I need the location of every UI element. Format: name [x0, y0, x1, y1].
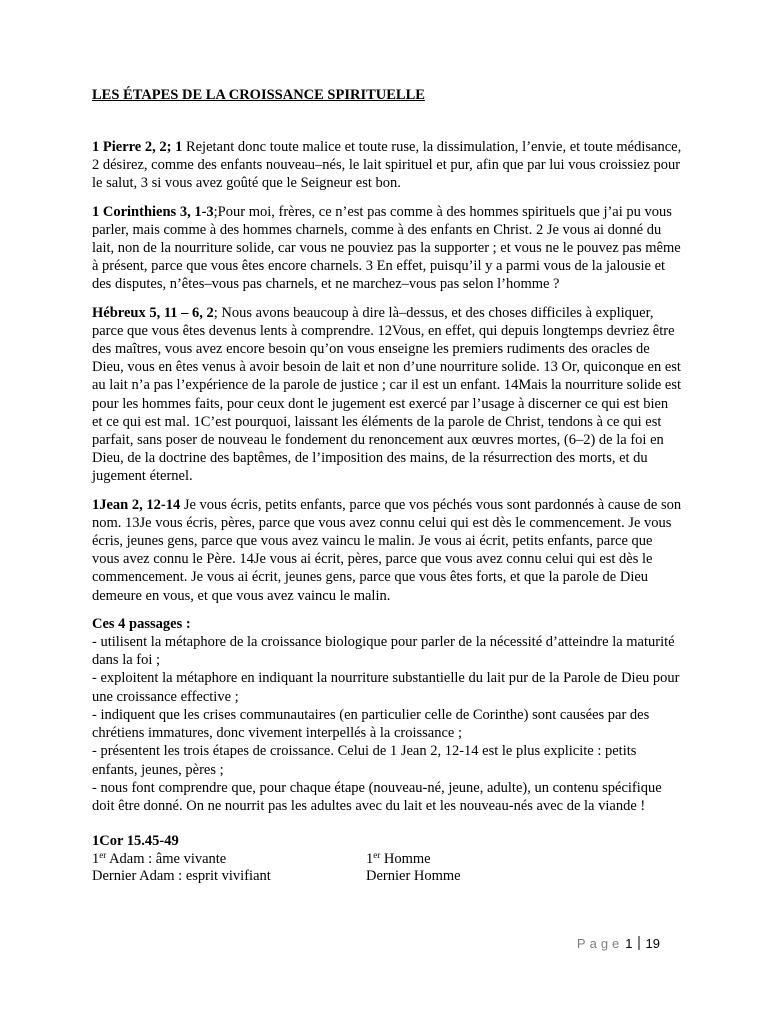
- page-label: Page: [576, 936, 624, 951]
- last-adam-cell: Dernier Adam : esprit vivifiant: [92, 868, 271, 885]
- passage-reference: 1 Pierre 2, 2; 1: [92, 139, 183, 155]
- first-adam-cell: [92, 851, 366, 869]
- ordinal-number: 1: [366, 850, 374, 867]
- document-title: LES ÉTAPES DE LA CROISSANCE SPIRITUELLE: [92, 87, 425, 103]
- ordinal-suffix: er: [373, 849, 381, 860]
- passage-reference: Hébreux 5, 11 – 6, 2: [92, 304, 214, 321]
- cor-section: [92, 833, 682, 886]
- passage-text: ; Nous avons beaucoup à dire là–dessus, et des choses difficiles à expliquer, parce que vous êtes devenus lents à comprendre. 12Vous, en effet, qui depuis longtemps devriez être des maîtres, vous avez encore besoin qu’on vous enseigne les premiers rudiments des oracles de Dieu, vous en êtes venus à avoir besoin de lait et non d’une nourriture solide. 13 Or, quiconque en est au lait n’a pas l’expérience de la parole de justice ; car il est un enfant. 14Mais la nourriture solide est pour les hommes faits, pour ceux dont le jugement est exercé par l’usage à discerner ce qui est bien et ce qui est mal. 1C’est pourquoi, laissant les éléments de la parole de Christ, tendons à ce qui est parfait, sans poser de nouveau le fondement du renoncement aux œuvres mortes, (6–2) de la foi en Dieu, de la doctrine des baptêmes, de l’imposition des mains, de la résurrection des morts, et du jugement éternel.: [92, 304, 682, 485]
- cor-row-last: [92, 868, 682, 886]
- cor-title: 1Cor 15.45-49: [92, 833, 179, 850]
- passage-reference: 1 Corinthiens 3, 1-3: [92, 203, 214, 220]
- passage-1-pierre: [92, 138, 682, 193]
- first-man-text: Homme: [380, 850, 431, 867]
- cor-row-first: [92, 851, 682, 869]
- summary-item: - indiquent que les crises communautaires (en particulier celle de Corinthe) sont causées par des chrétiens immatures, donc vivement interpellés à la croissance ;: [92, 706, 650, 742]
- page-number: 1: [625, 936, 633, 951]
- summary-section: [92, 615, 682, 815]
- summary-heading: Ces 4 passages :: [92, 615, 191, 632]
- document-page: [92, 86, 682, 886]
- passage-text: Je vous écris, petits enfants, parce que vos péchés vous sont pardonnés à cause de son nom. 13Je vous écris, pères, parce que vous avez connu celui qui est dès le commencement. Je vous écris, jeunes gens, parce que vous avez vaincu le malin. Je vous ai écrit, petits enfants, parce que vous avez connu le Père. 14Je vous ai écrit, pères, parce que vous avez connu celui qui est dès le commencement. Je vous ai écrit, jeunes gens, parce que vous êtes forts, et que la parole de Dieu demeure en vous, et que vous avez vaincu le malin.: [92, 496, 682, 604]
- summary-item: - présentent les trois étapes de croissance. Celui de 1 Jean 2, 12-14 est le plus explicite : petits enfants, jeunes, pères ;: [92, 743, 637, 778]
- passage-text: ;Pour moi, frères, ce n’est pas comme à des hommes spirituels que j’ai pu vous parler, mais comme à des hommes charnels, comme à des enfants en Christ. 2 Je vous ai donné du lait, non de la nourriture solide, car vous ne pouviez pas la supporter ; et vous ne le pouvez pas même à présent, parce que vous êtes encore charnels. 3 En effet, puisqu’il y a parmi vous de la jalousie et des disputes, n’êtes–vous pas charnels, et ne marchez–vous pas selon l’homme ?: [92, 203, 681, 293]
- page-footer: [577, 936, 660, 951]
- page-separator: [638, 936, 640, 950]
- summary-item: - exploitent la métaphore en indiquant la nourriture substantielle du lait pur de la Parole de Dieu pour une croissance effective ;: [92, 670, 680, 705]
- total-pages: 19: [645, 936, 660, 951]
- last-man-cell: Dernier Homme: [366, 868, 461, 885]
- ordinal-suffix: er: [99, 849, 107, 860]
- summary-item: - nous font comprendre que, pour chaque étape (nouveau-né, jeune, adulte), un contenu spécifique doit être donné. On ne nourrit pas les adultes avec du lait et les nouveau-nés avec de la viande !: [92, 779, 662, 814]
- ordinal-number: 1: [92, 850, 100, 867]
- first-adam-text: Adam : âme vivante: [106, 850, 227, 867]
- passage-1-corinthiens: [92, 203, 682, 294]
- summary-item: - utilisent la métaphore de la croissance biologique pour parler de la nécessité d’atteindre la maturité dans la foi ;: [92, 634, 675, 669]
- first-man-cell: [366, 851, 431, 869]
- passage-text: Rejetant donc toute malice et toute ruse, la dissimulation, l’envie, et toute médisance, 2 désirez, comme des enfants nouveau–nés, le lait spirituel et pur, afin que par lui vous croissiez pour le salut, 3 si vous avez goûté que le Seigneur est bon.: [92, 139, 682, 192]
- passage-1-jean: [92, 496, 682, 605]
- passage-reference: 1Jean 2, 12-14: [92, 496, 181, 513]
- passage-hebreux: [92, 304, 682, 486]
